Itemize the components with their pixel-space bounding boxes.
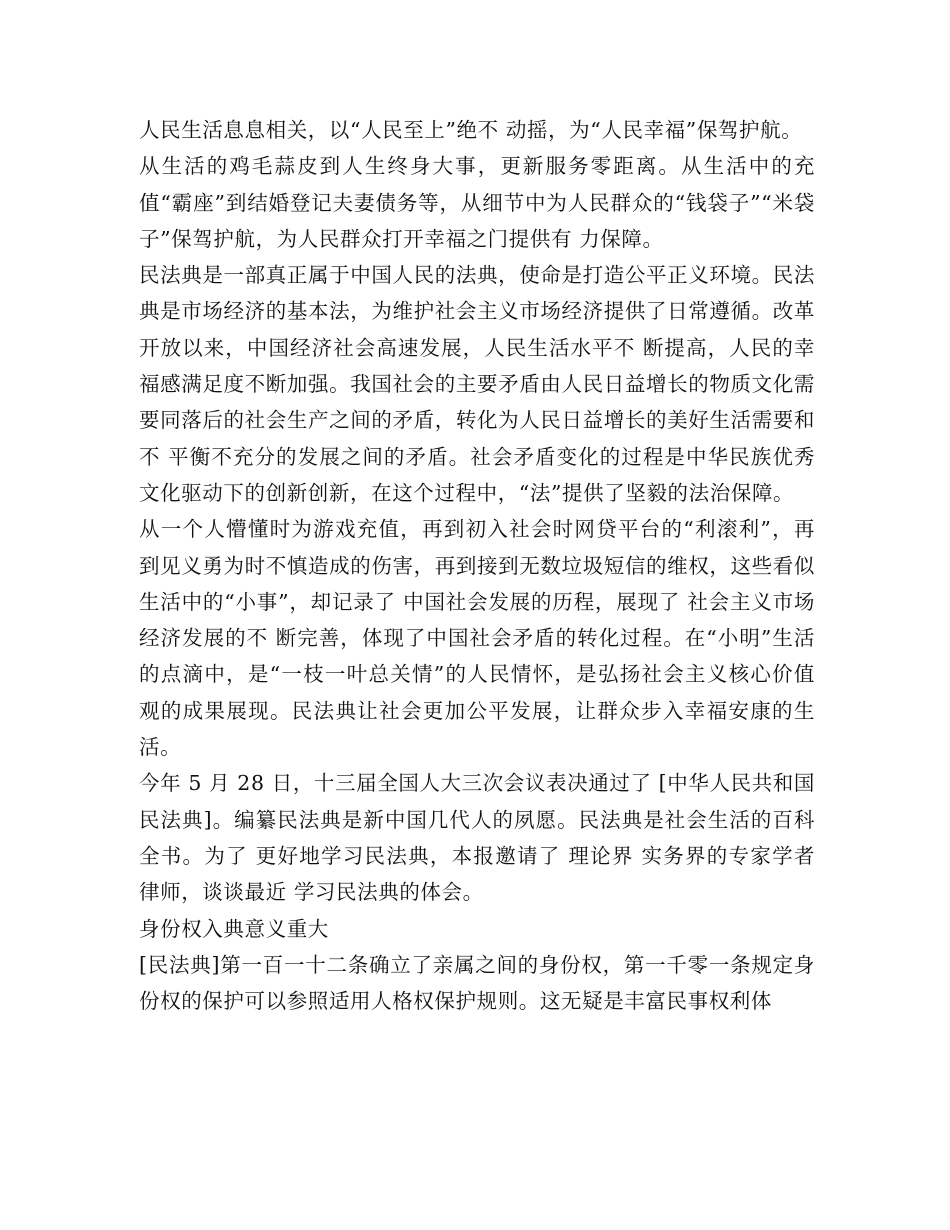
paragraph-5: 今年 5 月 28 日，十三届全国人大三次会议表决通过了 [中华人民共和国民法典]。编纂民法典是新中国几代人的夙愿。民法典是社会生活的百科全书。为了 更好地学习民法典，本报邀请了 理论界 实务界的专家学者 律师，谈谈最近 学习民法典的体会。 [139, 771, 815, 905]
paragraph-2: 从生活的鸡毛蒜皮到人生终身大事，更新服务零距离。从生活中的充值“霸座”到结婚登记夫妻债务等，从细节中为人民群众的“钱袋子”“米袋子”保驾护航，为人民群众打开幸福之门提供有 力保障。 [139, 154, 815, 251]
paragraph-3: 民法典是一部真正属于中国人民的法典，使命是打造公平正义环境。民法典是市场经济的基本法，为维护社会主义市场经济提供了日常遵循。改革开放以来，中国经济社会高速发展，人民生活水平不 断提高，人民的幸福感满足度不断加强。我国社会的主要矛盾由人民日益增长的物质文化需要同落后的社会生产之间的矛盾，转化为人民日益增长的美好生活需要和不 平衡不充分的发展之间的矛盾。社会矛盾变化的过程是中华民族优秀文化驱动下的创新创新，在这个过程中，“法”提供了坚毅的法治保障。 [139, 263, 815, 505]
paragraph-6: [民法典]第一百一十二条确立了亲属之间的身份权，第一千零一条规定身份权的保护可以参照适用人格权保护规则。这无疑是丰富民事权利体 [139, 952, 815, 1014]
section-heading: 身份权入典意义重大 [139, 916, 329, 941]
paragraph-4: 从一个人懵懂时为游戏充值，再到初入社会时网贷平台的“利滚利”，再到见义勇为时不慎造成的伤害，再到接到无数垃圾短信的维权，这些看似生活中的“小事”，却记录了 中国社会发展的历程，展现了 社会主义市场经济发展的不 断完善，体现了中国社会矛盾的转化过程。在“小明”生活的点滴中，是“一枝一叶总关情”的人民情怀，是弘扬社会主义核心价值观的成果展现。民法典让社会更加公平发展，让群众步入幸福安康的生活。 [139, 517, 815, 760]
paragraph-1: 人民生活息息相关，以“人民至上”绝不 动摇，为“人民幸福”保驾护航。 [139, 118, 803, 142]
document-body [139, 112, 815, 1019]
